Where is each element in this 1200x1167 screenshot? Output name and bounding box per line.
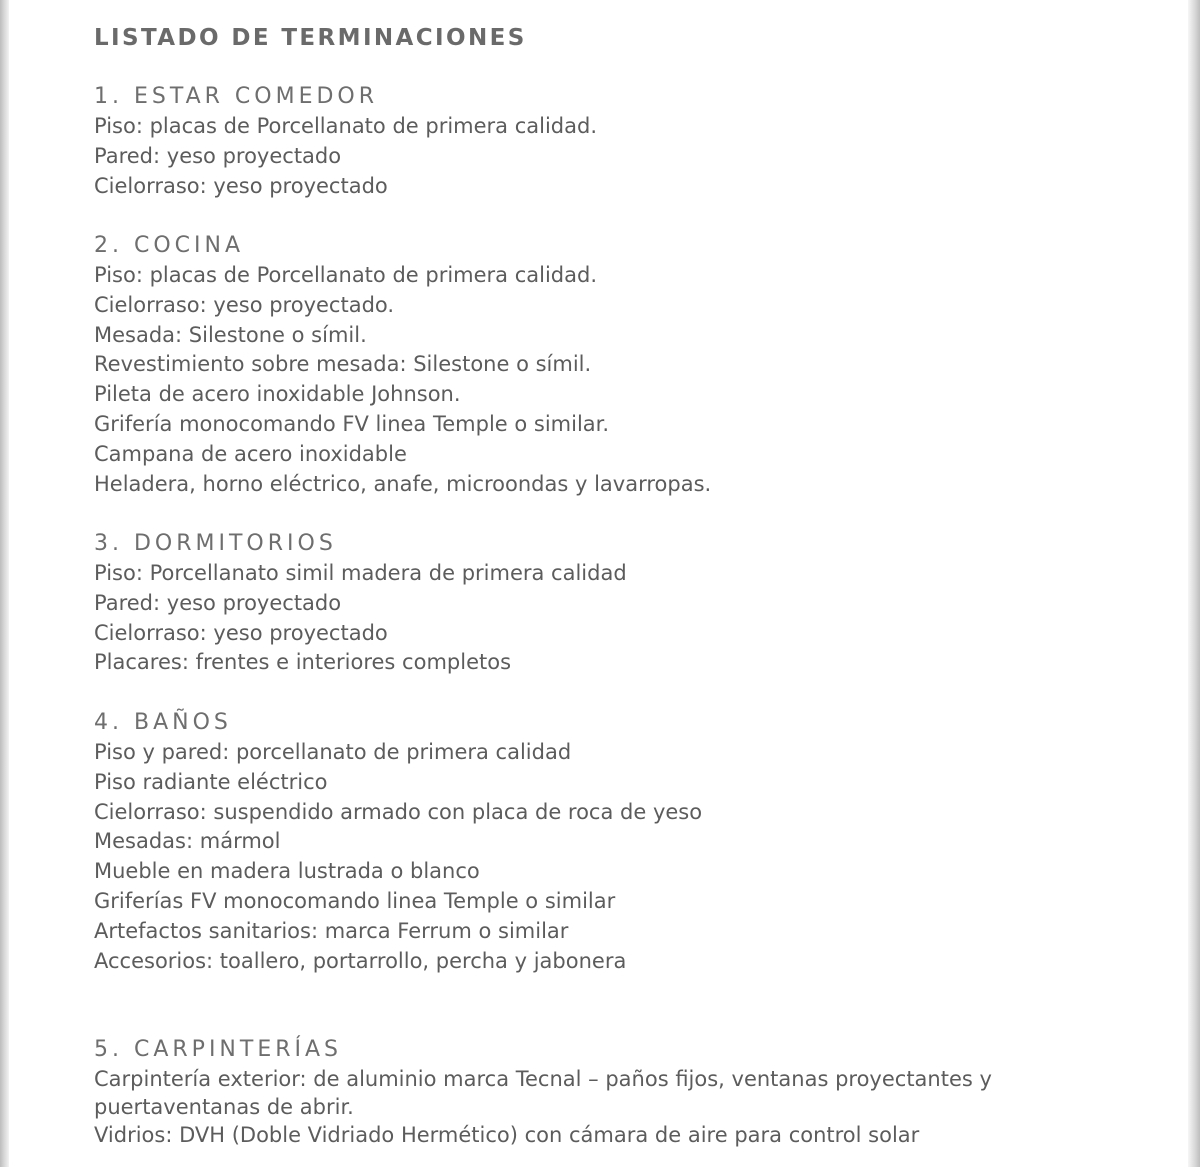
section-line: Mueble en madera lustrada o blanco [94, 859, 480, 884]
section-line: Artefactos sanitarios: marca Ferrum o similar [94, 918, 569, 943]
section-line: Mesadas: mármol [94, 829, 281, 854]
section-line: Carpintería exterior: de aluminio marca Tecnal – paños fijos, ventanas proyectantes y puertaventanas de abrir. [94, 1067, 992, 1119]
section-estar-comedor [94, 82, 1174, 201]
section-line: Grifería monocomando FV linea Temple o similar. [94, 411, 610, 436]
section-heading: 2. COCINA [94, 233, 245, 258]
section-line: Heladera, horno eléctrico, anafe, microondas y lavarropas. [94, 471, 712, 496]
section-line: Piso: placas de Porcellanato de primera calidad. [94, 263, 598, 287]
section-heading: 4. BAÑOS [94, 710, 232, 735]
section-line: Pared: yeso proyectado [94, 143, 342, 168]
section-cocina [94, 231, 1174, 499]
section-heading: 5. CARPINTERÍAS [94, 1037, 343, 1062]
section-line: Cielorraso: suspendido armado con placa de roca de yeso [94, 799, 703, 824]
section-line: Pared: yeso proyectado [94, 590, 342, 615]
section-line: Piso: placas de Porcellanato de primera calidad. [94, 114, 598, 138]
section-banos [94, 708, 1174, 976]
section-line: Campana de acero inoxidable [94, 441, 407, 466]
section-line: Pileta de acero inoxidable Johnson. [94, 382, 461, 407]
section-line: Piso: Porcellanato simil madera de primera calidad [94, 561, 627, 585]
section-dormitorios [94, 529, 1174, 678]
section-line: Piso radiante eléctrico [94, 769, 328, 794]
section-carpinterias [94, 1035, 1174, 1151]
section-line: Revestimiento sobre mesada: Silestone o símil. [94, 352, 592, 377]
section-line: Griferías FV monocomando linea Temple o similar [94, 888, 616, 913]
section-line: Accesorios: toallero, portarrollo, percha y jabonera [94, 948, 627, 973]
section-heading: 3. DORMITORIOS [94, 531, 337, 556]
page-edge-right [1188, 0, 1200, 1167]
document-title: LISTADO DE TERMINACIONES [94, 25, 527, 51]
section-heading: 1. ESTAR COMEDOR [94, 84, 379, 109]
section-line: Cielorraso: yeso proyectado [94, 620, 388, 645]
section-line: Placares: frentes e interiores completos [94, 650, 512, 675]
section-line: Cielorraso: yeso proyectado. [94, 292, 395, 317]
section-line: Piso y pared: porcellanato de primera calidad [94, 740, 572, 764]
section-line: Cielorraso: yeso proyectado [94, 173, 388, 198]
section-line: Vidrios: DVH (Doble Vidriado Hermético) con cámara de aire para control solar [94, 1123, 920, 1147]
section-line: Mesada: Silestone o símil. [94, 322, 367, 347]
page-edge-left [0, 0, 9, 1167]
